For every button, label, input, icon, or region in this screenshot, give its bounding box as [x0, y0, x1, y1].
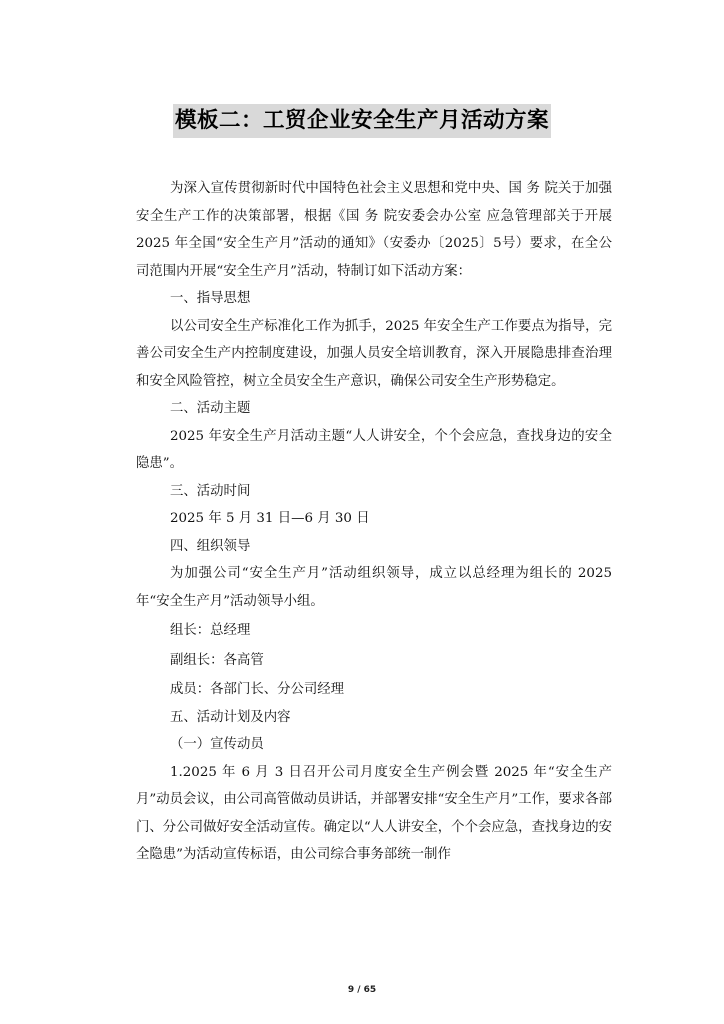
page-number: 9 / 65 — [347, 985, 377, 995]
subsection-heading-publicity: （一）宣传动员 — [170, 737, 264, 752]
section-body-activity-time: 2025 年 5 月 31 日—6 月 30 日 — [170, 511, 370, 526]
page-footer — [0, 985, 724, 995]
members-line: 成员：各部门长、分公司经理 — [170, 682, 345, 697]
section-body-guiding-ideology: 以公司安全生产标准化工作为抓手，2025 年安全生产工作要点为指导，完善公司安全生产内控制度建设，加强人员安全培训教育，深入开展隐患排查治理和安全风险管控，树立全员安全生产意识，确保公司安全生产形势稳定。 — [136, 318, 612, 389]
section-heading-activity-plan: 五、活动计划及内容 — [170, 709, 291, 725]
title-container — [0, 104, 724, 138]
section-body-organization: 为加强公司“安全生产月”活动组织领导，成立以总经理为组长的 2025 年“安全生产月”活动领导小组。 — [136, 566, 612, 609]
section-heading-activity-theme: 二、活动主题 — [170, 401, 251, 416]
section-heading-guiding-ideology: 一、指导思想 — [170, 291, 251, 306]
group-leader-line: 组长：总经理 — [170, 623, 251, 638]
section-heading-activity-time: 三、活动时间 — [170, 483, 251, 499]
deputy-leader-line: 副组长：各高管 — [170, 652, 264, 668]
document-title: 模板二：工贸企业安全生产月活动方案 — [173, 104, 551, 138]
publicity-item-1: 1.2025 年 6 月 3 日召开公司月度安全生产例会暨 2025 年“安全生产月”动员会议，由公司高管做动员讲话，并部署安排“安全生产月”工作，要求各部门、分公司做好安全活动宣传。确定以“人人讲安全，个个会应急，查找身边的安全隐患”为活动宣传标语，由公司综合事务部统一制作 — [136, 764, 612, 862]
intro-paragraph: 为深入宣传贯彻新时代中国特色社会主义思想和党中央、国 务 院关于加强安全生产工作的决策部署，根据《国 务 院安委会办公室 应急管理部关于开展 2025 年全国“安全生产月”活动的通知》（安委办〔2025〕5号）要求，在全公司范围内开展“安全生产月”活动，特制订如下活动方案： — [136, 181, 612, 279]
section-body-activity-theme: 2025 年安全生产月活动主题“人人讲安全，个个会应急，查找身边的安全隐患”。 — [136, 428, 612, 471]
section-heading-organization: 四、组织领导 — [170, 538, 251, 554]
document-body — [136, 175, 612, 869]
